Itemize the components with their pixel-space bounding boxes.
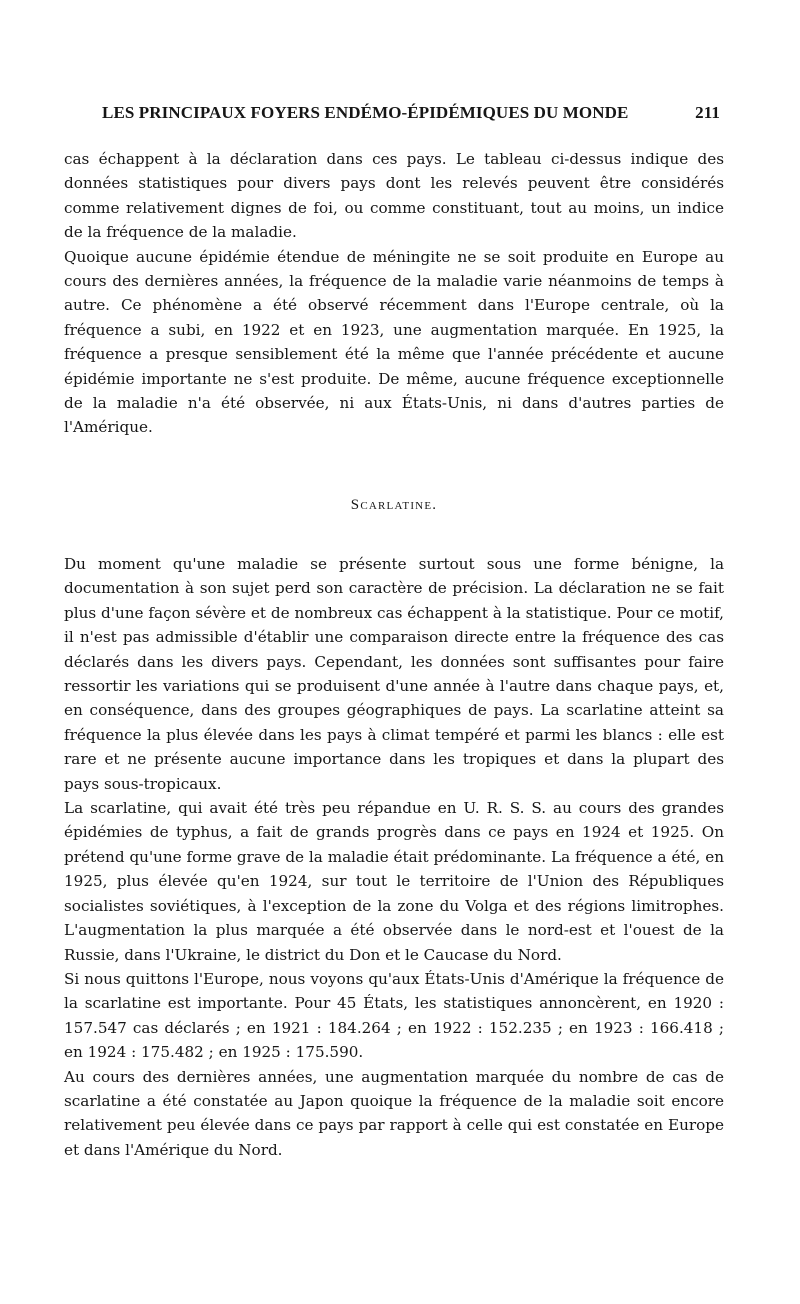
meningite-text-block (64, 147, 724, 440)
paragraph-continuation: cas échappent à la déclaration dans ces pays. Le tableau ci-dessus indique des données statistiques pour divers pays dont les relevés peuvent être considérés comme relativement dignes de foi, ou comme constituant, tout au moins, un indice de la fréquence de la maladie. (64, 150, 724, 242)
running-header (102, 103, 722, 123)
section-heading: Scarlatine. (350, 497, 438, 513)
paragraph-scarlatine-japon: Au cours des dernières années, une augmentation marquée du nombre de cas de scarlatine a été constatée au Japon quoique la fréquence de la maladie soit encore relativement peu élevée dans ce pays par rapport à celle qui est constatée en Europe et dans l'Amérique du Nord. (64, 1067, 724, 1159)
paragraph-scarlatine-etats-unis: Si nous quittons l'Europe, nous voyons qu'aux États-Unis d'Amérique la fréquence de la scarlatine est importante. Pour 45 États, les statistiques annoncèrent, en 1920 : 157.547 cas déclarés ; en 1921 : 184.264 ; en 1922 : 152.235 ; en 1923 : 166.418 ; en 1924 : 175.482 ; en 1925 : 175.590. (64, 969, 724, 1062)
page-number: 211 (695, 103, 720, 122)
paragraph-scarlatine-intro: Du moment qu'une maladie se présente surtout sous une forme bénigne, la documentation à son sujet perd son caractère de précision. La déclaration ne se fait plus d'une façon sévère et de nombreux cas échappent à la statistique. Pour ce motif, il n'est pas admissible d'établir une comparaison directe entre la fréquence des cas déclarés dans les divers pays. Cependant, les données sont suffisantes pour faire ressortir les variations qui se produisent d'une année à l'autre dans chaque pays, et, en conséquence, dans des groupes géographiques de pays. La scarlatine atteint sa fréquence la plus élevée dans les pays à climat tempéré et parmi les blancs : elle est rare et ne présente aucune importance dans les tropiques et dans la plupart des pays sous-tropicaux. (64, 555, 724, 793)
running-title: LES PRINCIPAUX FOYERS ENDÉMO-ÉPIDÉMIQUES DU MONDE (102, 103, 629, 122)
paragraph-scarlatine-urss: La scarlatine, qui avait été très peu répandue en U. R. S. S. au cours des grandes épidémies de typhus, a fait de grands progrès dans ce pays en 1924 et 1925. On prétend qu'une forme grave de la maladie était prédominante. La fréquence a été, en 1925, plus élevée qu'en 1924, sur tout le territoire de l'Union des Républiques socialistes soviétiques, à l'exception de la zone du Volga et des régions limitrophes. L'augmentation la plus marquée a été observée dans le nord-est et l'ouest de la Russie, dans l'Ukraine, le district du Don et le Caucase du Nord. (64, 799, 724, 964)
paragraph-meningite-europe: Quoique aucune épidémie étendue de méningite ne se soit produite en Europe au cours des dernières années, la fréquence de la maladie varie néanmoins de temps à autre. Ce phénomène a été observé récemment dans l'Europe centrale, où la fréquence a subi, en 1922 et en 1923, une augmentation marquée. En 1925, la fréquence a presque sensiblement été la même que l'année précédente et aucune épidémie importante ne s'est produite. De même, aucune fréquence exceptionnelle de la maladie n'a été observée, ni aux États-Unis, ni dans d'autres parties de l'Amérique. (64, 247, 724, 437)
scarlatine-text-block (64, 552, 724, 1162)
book-page (64, 0, 724, 1304)
